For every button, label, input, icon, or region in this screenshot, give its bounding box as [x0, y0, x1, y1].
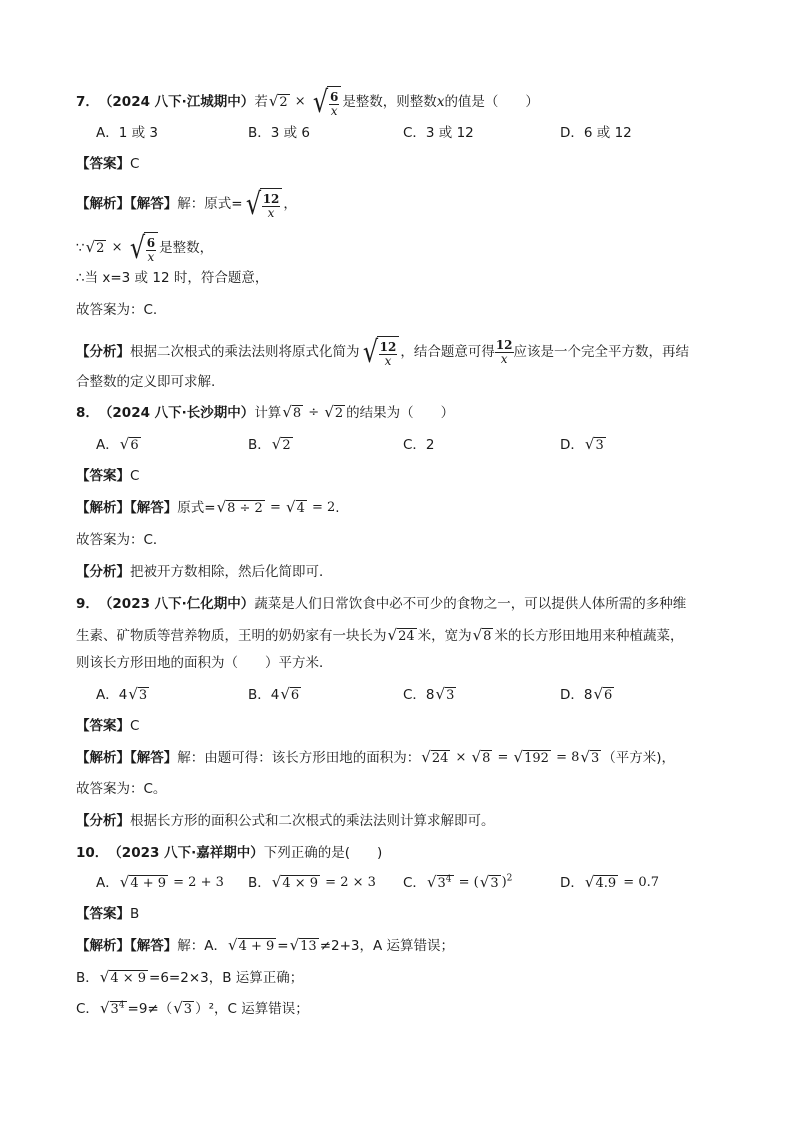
analysis-text: .	[335, 500, 340, 516]
sqrt-2: √ 2	[271, 434, 291, 453]
q7-analysis	[76, 188, 297, 220]
analysis-text: =9≠（	[127, 1001, 173, 1017]
fenxi-text: 把被开方数相除，然后化简即可．	[130, 564, 333, 580]
q10-stem	[76, 843, 382, 863]
fraction-12-over-x: $\frac{12}{x}$	[495, 337, 513, 366]
analysis-text: 原式=	[177, 500, 216, 516]
answer-value: C	[130, 718, 140, 734]
q7-var: x	[436, 94, 445, 110]
sqrt-3: √ 3	[479, 872, 499, 891]
analysis-text: B．	[76, 970, 99, 986]
sqrt-3: √ 3	[584, 434, 604, 453]
q10-option-d[interactable]: D． √ 4.9 = 0.7	[560, 872, 659, 891]
sqrt-4-times-9: √ 4 × 9	[271, 872, 319, 891]
q8-option-a[interactable]	[96, 435, 142, 455]
fenxi-text: 根据长方形的面积公式和二次根式的乘法法则计算求解即可。	[130, 813, 495, 829]
q9-option-c[interactable]	[403, 685, 457, 705]
sqrt-3: √ 3	[435, 684, 455, 703]
q7-stem-text: 的值是（ ）	[444, 94, 539, 110]
q8-option-c[interactable]: C．2	[403, 437, 435, 453]
sqrt-3: √ 3	[580, 747, 600, 766]
analysis-label: 【解析】【解答】	[76, 750, 178, 766]
since-symbol: ∵	[76, 240, 85, 256]
q10-stem-text: 下列正确的是( )	[263, 845, 383, 861]
sqrt-6: √ 6	[119, 434, 139, 453]
sqrt-8-div-2: √ 8 ÷ 2	[216, 497, 263, 516]
sqrt-13: √ 13	[289, 935, 317, 954]
q7-therefore: ∴当 x=3 或 12 时，符合题意，	[76, 270, 269, 286]
answer-label: 【答案】	[76, 156, 130, 172]
sqrt-2: √ 2	[324, 402, 344, 421]
q10-analysis-c	[76, 999, 309, 1019]
analysis-text: （平方米)，	[602, 750, 675, 766]
analysis-label: 【解析】【解答】	[76, 500, 178, 516]
q8-final: 故答案为：C．	[76, 532, 167, 548]
q8-number: 8．	[76, 405, 99, 421]
q7-stem-text: 是整数，则整数	[342, 94, 437, 110]
option-label: B．	[248, 437, 271, 453]
q9-fenxi	[76, 811, 495, 831]
q9-number: 9．	[76, 596, 99, 612]
option-label: B．	[248, 875, 271, 891]
analysis-text: 解：由题可得：该长方形田地的面积为：	[177, 750, 421, 766]
sqrt-4-plus-9: √ 4 + 9	[228, 935, 275, 954]
q8-source: （2024 八下·长沙期中）	[98, 405, 255, 421]
sqrt-24: √ 24	[387, 625, 415, 644]
q7-option-c[interactable]: C．3 或 12	[403, 125, 474, 141]
answer-label: 【答案】	[76, 468, 130, 484]
sqrt-2: √ 2	[85, 237, 105, 256]
sqrt-192: √ 192	[513, 747, 549, 766]
option-label: A．	[96, 437, 119, 453]
fenxi-label: 【分析】	[76, 813, 130, 829]
analysis-text: C．	[76, 1001, 99, 1017]
sqrt-8: √ 8	[472, 625, 492, 644]
q10-option-c[interactable]: C． √ $3^4$ = ( √ 3 )$^2$	[403, 872, 513, 891]
sqrt-4-plus-9: √ 4 + 9	[119, 872, 167, 891]
sqrt-24: √ 24	[421, 747, 449, 766]
q7-fenxi	[76, 336, 689, 368]
q8-fenxi	[76, 562, 333, 582]
q7-stem: 7． （2024 八下·江城期中） 若 √ 2 × √ $\frac{6}{x}$ 是整数，则整数 x 的值是（ ）	[76, 85, 539, 120]
q8-answer	[76, 466, 139, 486]
answer-value: C	[130, 156, 140, 172]
sqrt-8: √ 8	[471, 747, 491, 766]
q10-source: （2023 八下·嘉祥期中）	[108, 845, 264, 861]
sqrt-4-times-9: √ 4 × 9	[99, 967, 147, 986]
q9-option-d[interactable]	[560, 685, 615, 705]
q10-analysis-a	[76, 936, 454, 956]
q10-analysis-b	[76, 968, 303, 988]
q7-since: ∵ √ 2 × √ $\frac{6}{x}$ 是整数，	[76, 231, 214, 266]
answer-label: 【答案】	[76, 718, 130, 734]
q9-source: （2023 八下·仁化期中）	[98, 596, 255, 612]
option-label: A．4	[96, 687, 128, 703]
q10-option-a[interactable]: A． √ 4 + 9 = 2 + 3	[96, 872, 224, 891]
q7-stem-text: 若	[254, 94, 268, 110]
analysis-label: 【解析】【解答】	[76, 196, 178, 212]
analysis-text: ，	[283, 196, 297, 212]
q9-answer	[76, 716, 139, 736]
sqrt-6: √ 6	[593, 684, 613, 703]
answer-value: B	[130, 906, 140, 922]
sqrt-3: √ 3	[173, 998, 193, 1017]
since-text: 是整数，	[159, 240, 214, 256]
sqrt-12-over-x: √ $\frac{12}{x}$	[361, 336, 400, 368]
sqrt-3-pow-4: √ $3^4$	[426, 872, 452, 891]
q7-final: 故答案为：C.	[76, 302, 158, 318]
q8-stem-text: 的结果为（ ）	[346, 405, 455, 421]
q9-option-a[interactable]	[96, 685, 150, 705]
analysis-label: 【解析】【解答】	[76, 938, 178, 954]
option-label: C．8	[403, 687, 435, 703]
q8-option-d[interactable]	[560, 435, 607, 455]
q7-answer	[76, 154, 139, 174]
analysis-text: =6=2×3，B 运算正确；	[149, 970, 304, 986]
analysis-text: 解：A．	[177, 938, 227, 954]
option-label: A．	[96, 875, 119, 891]
sqrt-6-over-x: √ $\frac{6}{x}$	[311, 86, 341, 118]
q9-stem-text: 蔬菜是人们日常饮食中必不可少的食物之一，可以提供人体所需的多种维	[254, 596, 687, 612]
q9-option-b[interactable]	[248, 685, 302, 705]
q9-stem	[76, 594, 686, 614]
q9-stem-text: 米，宽为	[417, 628, 472, 644]
sqrt-3: √ 3	[128, 684, 148, 703]
analysis-text: =	[277, 938, 289, 954]
option-label: B．4	[248, 687, 280, 703]
q10-number: 10．	[76, 845, 109, 861]
q7-number: 7．	[76, 94, 99, 110]
option-label: D．	[560, 875, 584, 891]
sqrt-3-pow-4: √ $3^4$	[99, 998, 125, 1017]
q7-option-d[interactable]: D．6 或 12	[560, 125, 632, 141]
q8-stem-text: 计算	[254, 405, 282, 421]
sqrt-4-9: √ 4.9	[584, 872, 617, 891]
sqrt-6: √ 6	[280, 684, 300, 703]
q7-option-b[interactable]: B．3 或 6	[248, 125, 311, 141]
fenxi-label: 【分析】	[76, 564, 130, 580]
sqrt-12-over-x: √ $\frac{12}{x}$	[244, 188, 283, 220]
q10-option-b[interactable]: B． √ 4 × 9 = 2 × 3	[248, 872, 376, 891]
fenxi-label: 【分析】	[76, 344, 130, 360]
q9-stem-text: 生素、矿物质等营养物质，王明的奶奶家有一块长为	[76, 628, 387, 644]
q7-option-a[interactable]: A．1 或 3	[96, 125, 158, 141]
option-label: C．	[403, 875, 426, 891]
q9-stem-line3: 则该长方形田地的面积为（ ）平方米．	[76, 655, 333, 671]
analysis-text: 解：原式=	[177, 196, 243, 212]
q10-answer	[76, 904, 139, 924]
analysis-text: ≠2+3，A 运算错误；	[319, 938, 455, 954]
q8-stem: 8． （2024 八下·长沙期中） 计算 √ 8 ÷ √ 2 的结果为（ ）	[76, 402, 455, 421]
q9-analysis: 【解析】【解答】 解：由题可得：该长方形田地的面积为： √ 24 × √ 8 = √ 192 = 8 √ 3 （平方米)，	[76, 747, 675, 766]
sqrt-8: √ 8	[282, 402, 302, 421]
q8-option-b[interactable]	[248, 435, 294, 455]
sqrt-2: √ 2	[268, 91, 288, 110]
q7-fenxi-cont: 合整数的定义即可求解.	[76, 374, 216, 390]
q9-stem-text: 米的长方形田地用来种植蔬菜，	[494, 628, 684, 644]
q7-source: （2024 八下·江城期中）	[98, 94, 255, 110]
answer-value: C	[130, 468, 140, 484]
q9-final: 故答案为：C。	[76, 781, 167, 797]
analysis-text: ）²，C 运算错误；	[195, 1001, 309, 1017]
fenxi-text: 应该是一个完全平方数，再结	[513, 344, 690, 360]
option-label: D．8	[560, 687, 593, 703]
answer-label: 【答案】	[76, 906, 130, 922]
q8-analysis: 【解析】【解答】 原式= √ 8 ÷ 2 = √ 4 = 2 .	[76, 497, 340, 516]
sqrt-6-over-x: √ $\frac{6}{x}$	[128, 232, 158, 264]
q9-stem-line2	[76, 626, 683, 646]
sqrt-4: √ 4	[286, 497, 305, 516]
fenxi-text: 根据二次根式的乘法法则将原式化简为	[130, 344, 360, 360]
option-label: D．	[560, 437, 584, 453]
fenxi-text: ，结合题意可得	[400, 344, 495, 360]
